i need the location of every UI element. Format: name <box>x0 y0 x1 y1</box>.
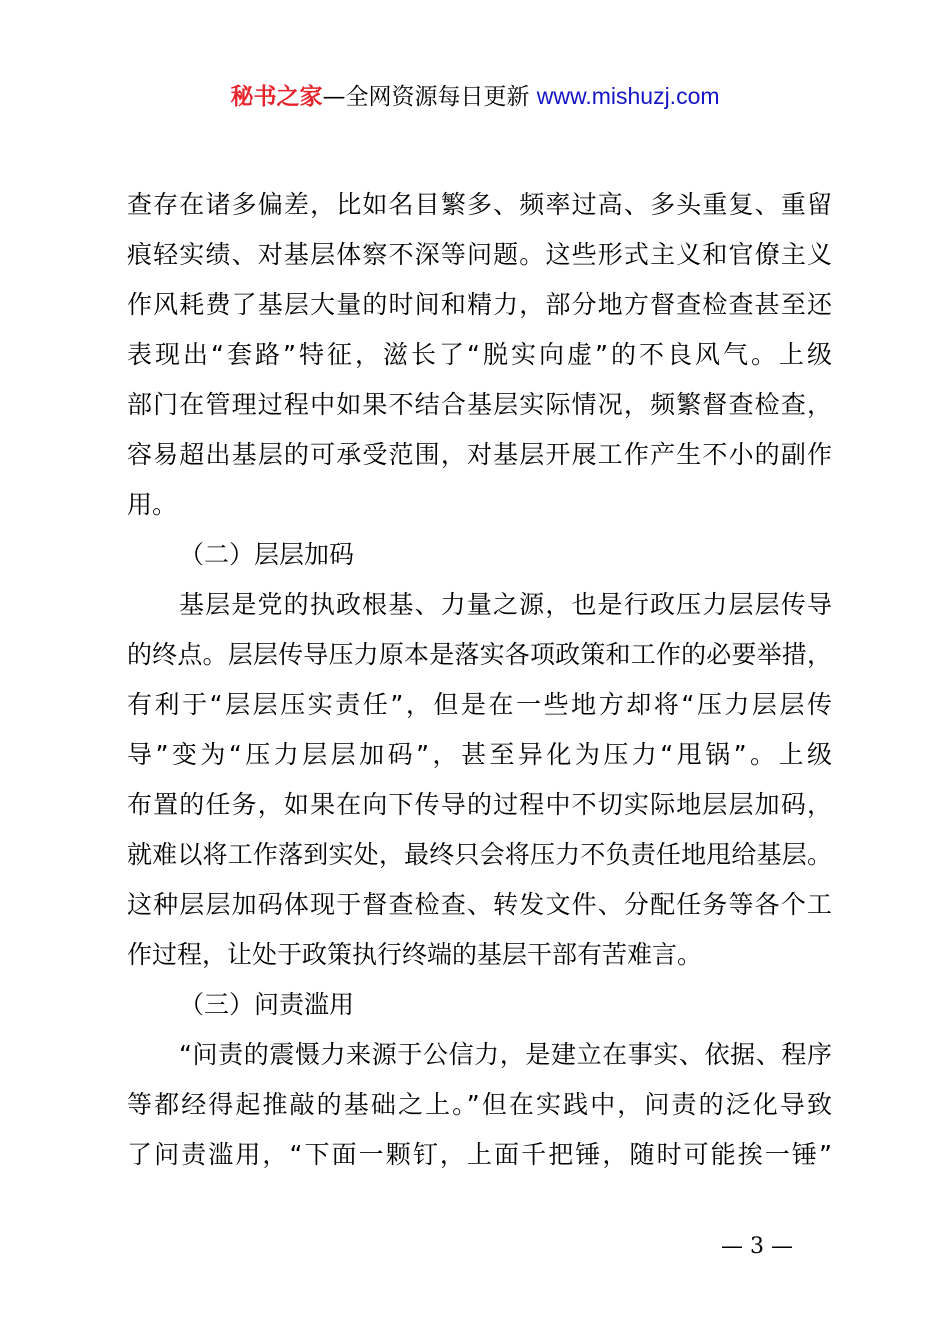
body-line: 有利于“层层压实责任”，但是在一些地方却将“压力层层传 <box>127 690 832 719</box>
body-line: 等都经得起推敲的基础之上。”但在实践中，问责的泛化导致 <box>127 1090 832 1119</box>
document-body <box>127 180 832 1180</box>
body-line: 导”变为“压力层层加码”，甚至异化为压力“甩锅”。上级 <box>127 740 832 769</box>
body-line: 查存在诸多偏差，比如名目繁多、频率过高、多头重复、重留 <box>127 190 832 219</box>
header-tagline: —全网资源每日更新 <box>322 84 530 110</box>
body-line: 了问责滥用，“下面一颗钉，上面千把锤，随时可能挨一锤” <box>127 1140 832 1169</box>
section-heading: （二）层层加码 <box>179 540 355 569</box>
section-heading: （三）问责滥用 <box>179 990 355 1019</box>
body-line: 作过程，让处于政策执行终端的基层干部有苦难言。 <box>127 940 703 969</box>
body-line: 容易超出基层的可承受范围，对基层开展工作产生不小的副作 <box>127 440 832 469</box>
body-line: 就难以将工作落到实处，最终只会将压力不负责任地甩给基层。 <box>127 840 832 869</box>
brand-name: 秘书之家 <box>230 84 323 110</box>
body-line: 部门在管理过程中如果不结合基层实际情况，频繁督查检查， <box>127 390 832 419</box>
body-line: 基层是党的执政根基、力量之源，也是行政压力层层传导 <box>179 590 832 619</box>
header-banner <box>0 80 950 113</box>
body-line: 的终点。层层传导压力原本是落实各项政策和工作的必要举措， <box>127 640 832 669</box>
body-line: 这种层层加码体现于督查检查、转发文件、分配任务等各个工 <box>127 890 832 919</box>
header-url[interactable]: www.mishuzj.com <box>536 83 720 109</box>
page-number: — 3 — <box>721 1234 793 1259</box>
body-line: 布置的任务，如果在向下传导的过程中不切实际地层层加码， <box>127 790 832 819</box>
body-line: 痕轻实绩、对基层体察不深等问题。这些形式主义和官僚主义 <box>127 240 832 269</box>
body-line: 作风耗费了基层大量的时间和精力，部分地方督查检查甚至还 <box>127 290 832 319</box>
body-line: 表现出“套路”特征，滋长了“脱实向虚”的不良风气。上级 <box>127 340 832 369</box>
body-line: “问责的震慑力来源于公信力，是建立在事实、依据、程序 <box>179 1040 832 1069</box>
body-line: 用。 <box>127 490 178 519</box>
